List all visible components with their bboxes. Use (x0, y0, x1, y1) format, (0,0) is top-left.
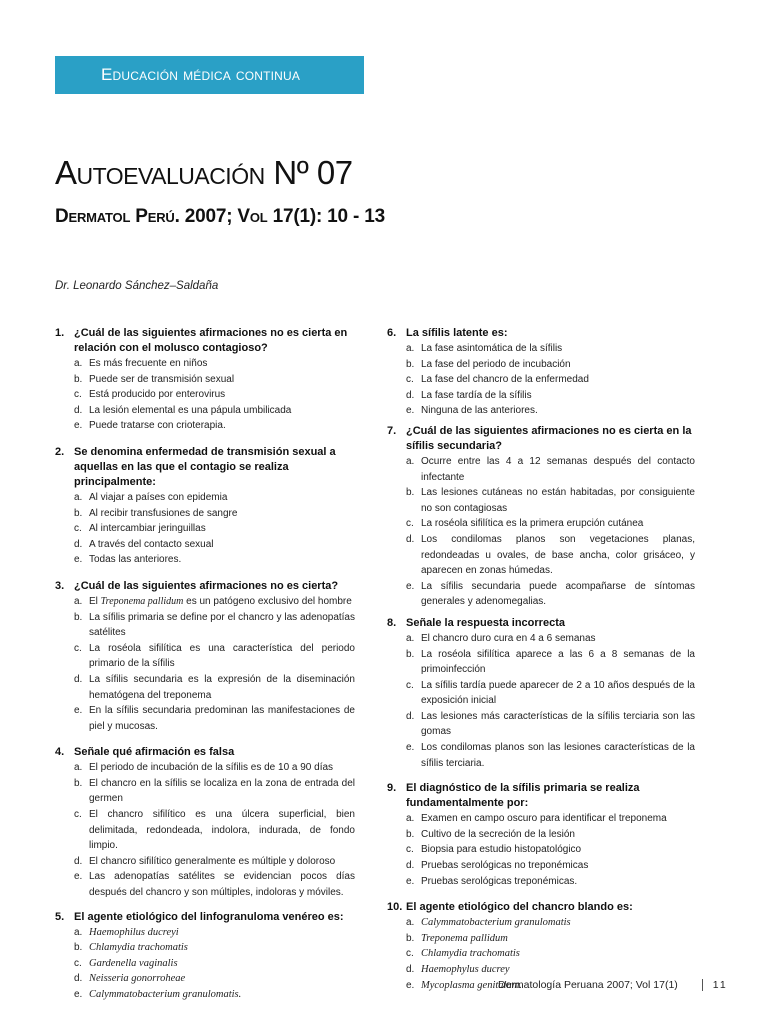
section-title: Educación médica continua (101, 65, 301, 84)
option-text: A través del contacto sexual (89, 538, 214, 550)
question-text: El diagnóstico de la sífilis primaria se realiza fundamentalmente por: (406, 782, 640, 810)
option-text: La fase tardía de la sífilis (421, 389, 532, 401)
species-name: Gardenella vaginalis (89, 957, 178, 969)
option-text: Las adenopatías satélites se evidencian pocos días después del chancro y son múltiples, indoloras y móviles. (89, 871, 355, 899)
page-footer (498, 979, 728, 991)
species-name: Mycoplasma genitalum. (421, 979, 522, 991)
question-text: ¿Cuál de las siguientes afirmaciones no es cierta? (74, 579, 339, 592)
answer-option (387, 842, 695, 858)
answer-option (55, 940, 355, 956)
option-text: Ocurre entre las 4 a 12 semanas después del contacto infectante (421, 455, 695, 483)
answer-option (387, 962, 695, 978)
option-letter: c. (406, 844, 414, 856)
option-letter: e. (74, 705, 83, 717)
question-item (387, 781, 695, 889)
option-letter: d. (74, 538, 83, 550)
question-number: 10. (387, 901, 403, 914)
option-letter: b. (74, 942, 83, 954)
answer-option (387, 631, 695, 647)
option-letter: c. (406, 679, 414, 691)
option-letter: b. (406, 358, 415, 370)
answer-option (55, 807, 355, 854)
footer-divider (702, 979, 703, 991)
option-letter: d. (74, 404, 83, 416)
option-letter: b. (74, 373, 83, 385)
page-title: Autoevaluación Nº 07 (55, 154, 353, 191)
question-text: ¿Cuál de las siguientes afirmaciones no es cierta en la sífilis secundaria? (406, 424, 692, 452)
answer-option (55, 956, 355, 972)
option-letter: e. (406, 405, 415, 417)
answer-option (55, 521, 355, 537)
option-text: En la sífilis secundaria predominan las manifestaciones de piel y mucosas. (89, 705, 355, 732)
option-letter: d. (74, 673, 83, 685)
answer-option (55, 418, 355, 434)
option-letter: b. (74, 507, 83, 519)
option-text (89, 594, 355, 610)
question-heading (387, 900, 695, 915)
answer-option (387, 709, 695, 740)
question-number: 1. (55, 327, 65, 339)
option-letter: a. (74, 491, 83, 503)
question-item (387, 616, 695, 771)
answer-option (55, 490, 355, 506)
questions-column-right (387, 326, 695, 993)
species-name: Haemophilus ducreyi (89, 926, 179, 938)
answer-option (387, 454, 695, 485)
option-text: Al intercambiar jeringuillas (89, 523, 206, 535)
option-letter: d. (406, 710, 415, 722)
answer-option (55, 925, 355, 941)
species-name: Treponema pallidum (100, 595, 184, 607)
answer-option (387, 357, 695, 373)
question-number: 4. (55, 746, 65, 759)
option-letter: b. (74, 777, 83, 789)
question-heading (55, 326, 355, 356)
option-letter: c. (74, 957, 82, 969)
option-letter: b. (406, 932, 415, 944)
option-letter: b. (406, 487, 415, 499)
option-text: La roséola sifilítica es una característica del periodo primario de la sífilis (89, 642, 355, 670)
option-text: El chancro sifilítico es una úlcera superficial, bien delimitada, redondeada, indolora, indurada, de fondo limpio. (89, 809, 355, 852)
answer-option (55, 869, 355, 900)
option-letter: a. (406, 813, 415, 825)
answer-option (387, 516, 695, 532)
answer-option (55, 506, 355, 522)
section-banner (55, 56, 364, 94)
option-text: Pruebas serológicas treponémicas. (421, 875, 578, 887)
option-letter: e. (74, 871, 83, 883)
answer-option (55, 760, 355, 776)
answer-option (55, 356, 355, 372)
answer-option (55, 387, 355, 403)
species-name: Treponema pallidum (421, 932, 508, 944)
answer-option (55, 971, 355, 987)
question-heading (387, 326, 695, 341)
option-text: Es más frecuente en niños (89, 358, 208, 369)
option-letter: e. (74, 989, 83, 1000)
question-item (55, 910, 355, 1003)
answer-option (55, 641, 355, 672)
option-text: Cultivo de la secreción de la lesión (421, 828, 575, 840)
footer-journal: Dermatología Peruana 2007; Vol 17(1) (498, 979, 678, 991)
question-heading (55, 445, 355, 490)
option-letter: b. (74, 611, 83, 623)
option-letter: c. (406, 518, 414, 530)
question-heading (387, 616, 695, 631)
option-text: Las lesiones cutáneas no están habitadas, por consiguiente no son contagiosas (421, 487, 695, 514)
species-name: Neisseria gonorroheae (89, 973, 186, 985)
option-letter: b. (406, 648, 415, 660)
option-letter: b. (406, 828, 415, 840)
question-heading (387, 781, 695, 811)
option-letter: d. (406, 964, 415, 975)
question-number: 3. (55, 579, 65, 592)
answer-option (55, 552, 355, 568)
option-letter: c. (74, 389, 82, 401)
answer-option (55, 854, 355, 870)
answer-option (55, 610, 355, 641)
option-text: La fase del chancro de la enfermedad (421, 374, 589, 386)
option-letter: a. (74, 762, 83, 774)
option-text: La roséola sifilítica aparece a las 6 a 8 semanas de la primoinfección (421, 648, 695, 676)
option-text: Está producido por enterovirus (89, 389, 226, 401)
question-heading (55, 579, 355, 594)
question-item (55, 326, 355, 434)
question-item (55, 445, 355, 568)
answer-option (55, 594, 355, 610)
question-text: Señale la respuesta incorrecta (406, 616, 565, 629)
option-text: La fase del periodo de incubación (421, 358, 571, 370)
answer-option (387, 740, 695, 771)
answer-option (387, 678, 695, 709)
option-letter: c. (406, 374, 414, 386)
species-name: Calymmatobacterium granulomatis. (89, 989, 242, 1000)
option-text: La roséola sifilítica es la primera erupción cutánea (421, 518, 644, 530)
answer-option (387, 372, 695, 388)
answer-option (387, 858, 695, 874)
option-text: La sífilis secundaria puede acompañarse de síntomas generales y adenomegalias. (421, 580, 695, 608)
species-name: Chlamydia trachomatis (421, 948, 520, 960)
question-number: 2. (55, 445, 65, 458)
option-text: La sífilis primaria se define por el chancro y las adenopatías satélites (89, 611, 355, 639)
species-name: Calymmatobacterium granulomatis (421, 917, 571, 929)
option-letter: a. (406, 917, 415, 929)
answer-option (55, 776, 355, 807)
question-number: 6. (387, 327, 397, 339)
option-text: El chancro sifilítico generalmente es múltiple y doloroso (89, 855, 336, 867)
option-letter: d. (406, 860, 415, 872)
option-text: El chancro duro cura en 4 a 6 semanas (421, 632, 596, 644)
answer-option (55, 372, 355, 388)
option-text: El periodo de incubación de la sífilis es de 10 a 90 días (89, 762, 334, 774)
question-number: 5. (55, 910, 65, 923)
option-text-part: El (89, 595, 101, 607)
question-item (55, 745, 355, 900)
questions-column-left (55, 326, 355, 1003)
answer-option (387, 827, 695, 843)
question-text: ¿Cuál de las siguientes afirmaciones no es cierta en relación con el molusco contagioso? (74, 327, 348, 354)
option-text: Puede tratarse con crioterapia. (89, 420, 226, 432)
question-item (387, 326, 695, 419)
author: Dr. Leonardo Sánchez–Saldaña (55, 280, 219, 292)
option-text: Los condilomas planos son las lesiones características de la sífilis terciaria. (421, 742, 695, 769)
option-text-part: es un patógeno exclusivo del hombre (183, 595, 352, 607)
question-item (55, 579, 355, 734)
option-text: Ninguna de las anteriores. (421, 405, 538, 417)
question-text: La sífilis latente es: (406, 327, 508, 339)
option-letter: c. (74, 809, 82, 821)
question-heading (55, 745, 355, 760)
option-text: La sífilis tardía puede aparecer de 2 a 10 años después de la exposición inicial (421, 679, 695, 707)
option-text: Puede ser de transmisión sexual (89, 373, 235, 385)
option-letter: a. (74, 926, 83, 938)
answer-option (55, 987, 355, 1003)
question-number: 7. (387, 424, 397, 437)
answer-option (387, 388, 695, 404)
option-letter: a. (74, 595, 83, 607)
option-text: Las lesiones más características de la sífilis terciaria son las gomas (421, 710, 695, 738)
option-text: Al viajar a países con epidemia (89, 491, 228, 503)
question-number: 9. (387, 782, 397, 795)
answer-option (387, 403, 695, 419)
option-letter: a. (406, 343, 415, 354)
species-name: Haemophylus ducrey (421, 964, 510, 975)
option-letter: e. (406, 580, 415, 592)
option-text: Pruebas serológicas no treponémicas (421, 860, 589, 872)
option-letter: a. (74, 358, 83, 369)
answer-option (55, 672, 355, 703)
option-text: Al recibir transfusiones de sangre (89, 507, 238, 519)
page-number: 11 (712, 979, 728, 991)
answer-option (387, 915, 695, 931)
question-item (387, 424, 695, 610)
answer-option (387, 485, 695, 516)
option-letter: e. (74, 420, 83, 432)
option-letter: d. (74, 973, 83, 985)
answer-option (387, 647, 695, 678)
question-number: 8. (387, 616, 397, 629)
option-text: Los condilomas planos son vegetaciones planas, redondeadas u ovales, de base ancha, color grisáceo, y aparecen en zonas húmedas. (421, 533, 695, 577)
answer-option (55, 403, 355, 419)
answer-option (387, 946, 695, 962)
question-text: Señale qué afirmación es falsa (74, 746, 235, 759)
option-text: La lesión elemental es una pápula umbilicada (89, 404, 292, 416)
option-letter: e. (74, 554, 83, 566)
question-text: El agente etiológico del chancro blando es: (406, 901, 633, 914)
option-letter: d. (406, 533, 415, 545)
answer-option (387, 811, 695, 827)
answer-option (55, 537, 355, 553)
answer-option (387, 579, 695, 610)
option-text: La fase asintomática de la sífilis (421, 343, 563, 354)
option-letter: c. (74, 642, 82, 654)
option-letter: e. (406, 979, 415, 991)
option-text: Biopsia para estudio histopatológico (421, 844, 582, 856)
option-letter: a. (406, 455, 415, 467)
option-letter: e. (406, 742, 415, 754)
question-text: El agente etiológico del linfogranuloma venéreo es: (74, 910, 344, 923)
question-text: Se denomina enfermedad de transmisión sexual a aquellas en las que el contagio se realiza principalmente: (74, 445, 336, 488)
option-letter: a. (406, 632, 415, 644)
answer-option (55, 703, 355, 734)
answer-option (387, 341, 695, 357)
option-letter: d. (406, 389, 415, 401)
species-name: Chlamydia trachomatis (89, 942, 188, 954)
question-heading (387, 424, 695, 454)
option-letter: d. (74, 855, 83, 867)
answer-option (387, 532, 695, 579)
option-text: La sífilis secundaria es la expresión de la diseminación hematógena del treponema (89, 673, 355, 701)
option-text: Examen en campo oscuro para identificar el treponema (421, 813, 667, 825)
answer-option (387, 874, 695, 890)
option-text: El chancro en la sífilis se localiza en la zona de entrada del germen (89, 777, 355, 805)
option-letter: c. (74, 523, 82, 535)
citation: Dermatol Perú. 2007; Vol 17(1): 10 - 13 (55, 206, 385, 227)
answer-option (387, 931, 695, 947)
question-heading (55, 910, 355, 925)
option-letter: c. (406, 948, 414, 960)
option-text: Todas las anteriores. (89, 554, 182, 566)
option-letter: e. (406, 875, 415, 887)
